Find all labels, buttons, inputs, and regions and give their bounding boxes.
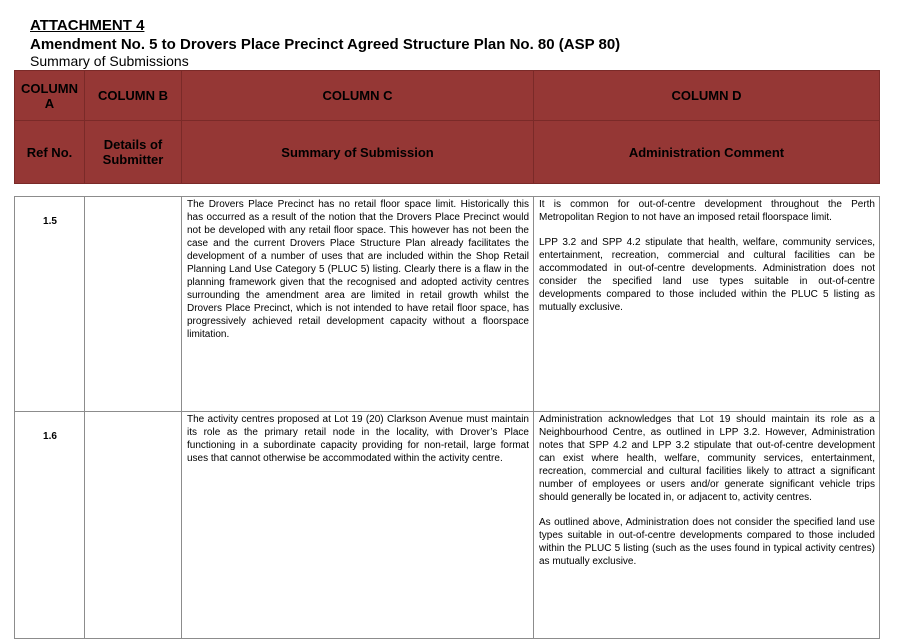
column-header-table bbox=[14, 70, 880, 184]
column-b-header: COLUMN B bbox=[85, 71, 182, 121]
document-title: Amendment No. 5 to Drovers Place Precinct Agreed Structure Plan No. 80 (ASP 80) bbox=[30, 36, 621, 53]
comment-cell bbox=[534, 412, 880, 639]
ref-no-cell: 1.6 bbox=[15, 412, 85, 639]
attachment-label: ATTACHMENT 4 bbox=[30, 17, 145, 34]
comment-paragraph: As outlined above, Administration does not consider the specified land use types suitable in out-of-centre developments compared to those included within the PLUC 5 listing (such as the uses found in typical activity centres) as mutually exclusive. bbox=[539, 517, 875, 567]
column-a-header: COLUMN A bbox=[15, 71, 85, 121]
summary-cell: The Drovers Place Precinct has no retail floor space limit. Historically this has occurred as a result of the notion that the Drovers Place Precinct would not be developed with any retail floor space. This however has not been the case and the current Drovers Place Structure Plan already facilitates the development of a number of uses that are included within the Shop Retail Planning Land Use Category 5 (PLUC 5) listing. Clearly there is a flaw in the planning framework given that the recognised and adopted activity centres surrounding the amendment area are limited in retail growth whilst the Drovers Place Precinct, which is not intended to have retail floor space, has progressively achieved retail development capacity without a floorspace limitation. bbox=[182, 197, 534, 412]
comment-header: Administration Comment bbox=[534, 121, 880, 184]
document-subtitle: Summary of Submissions bbox=[30, 53, 189, 69]
column-c-header: COLUMN C bbox=[182, 71, 534, 121]
ref-no-cell: 1.5 bbox=[15, 197, 85, 412]
ref-no-header: Ref No. bbox=[15, 121, 85, 184]
table-row bbox=[15, 412, 880, 639]
summary-cell: The activity centres proposed at Lot 19 (20) Clarkson Avenue must maintain its role as the primary retail node in the locality, with Drover’s Place functioning in a subordinate capacity providing for non-retail, large format uses that cannot otherwise be accommodated within the activity centre. bbox=[182, 412, 534, 639]
comment-cell bbox=[534, 197, 880, 412]
column-d-header: COLUMN D bbox=[534, 71, 880, 121]
submitter-cell bbox=[85, 197, 182, 412]
comment-paragraph: It is common for out-of-centre development throughout the Perth Metropolitan Region to not have an imposed retail floorspace limit. bbox=[539, 199, 875, 223]
comment-paragraph: LPP 3.2 and SPP 4.2 stipulate that health, welfare, community services, entertainment, recreation, commercial and cultural facilities can be accommodated in out-of-centre developments. Administration does not consider the specified land use types suitable in out-of-centre developments compared to those included within the PLUC 5 listing as mutually exclusive. bbox=[539, 237, 875, 313]
comment-paragraph: Administration acknowledges that Lot 19 should maintain its role as a Neighbourhood Centre, as outlined in LPP 3.2. However, Administration notes that SPP 4.2 and LPP 3.2 stipulate that out-of-centre development can exist where health, welfare, community services, entertainment, recreation, commercial and cultural facilities likely to attract a significant number of employees or users and/or generate significant vehicle trips should generally be located in, or adjacent to, activity centres. bbox=[539, 414, 875, 503]
table-row bbox=[15, 197, 880, 412]
summary-header: Summary of Submission bbox=[182, 121, 534, 184]
submitter-cell bbox=[85, 412, 182, 639]
submissions-table bbox=[14, 196, 880, 639]
submitter-header: Details of Submitter bbox=[85, 121, 182, 184]
